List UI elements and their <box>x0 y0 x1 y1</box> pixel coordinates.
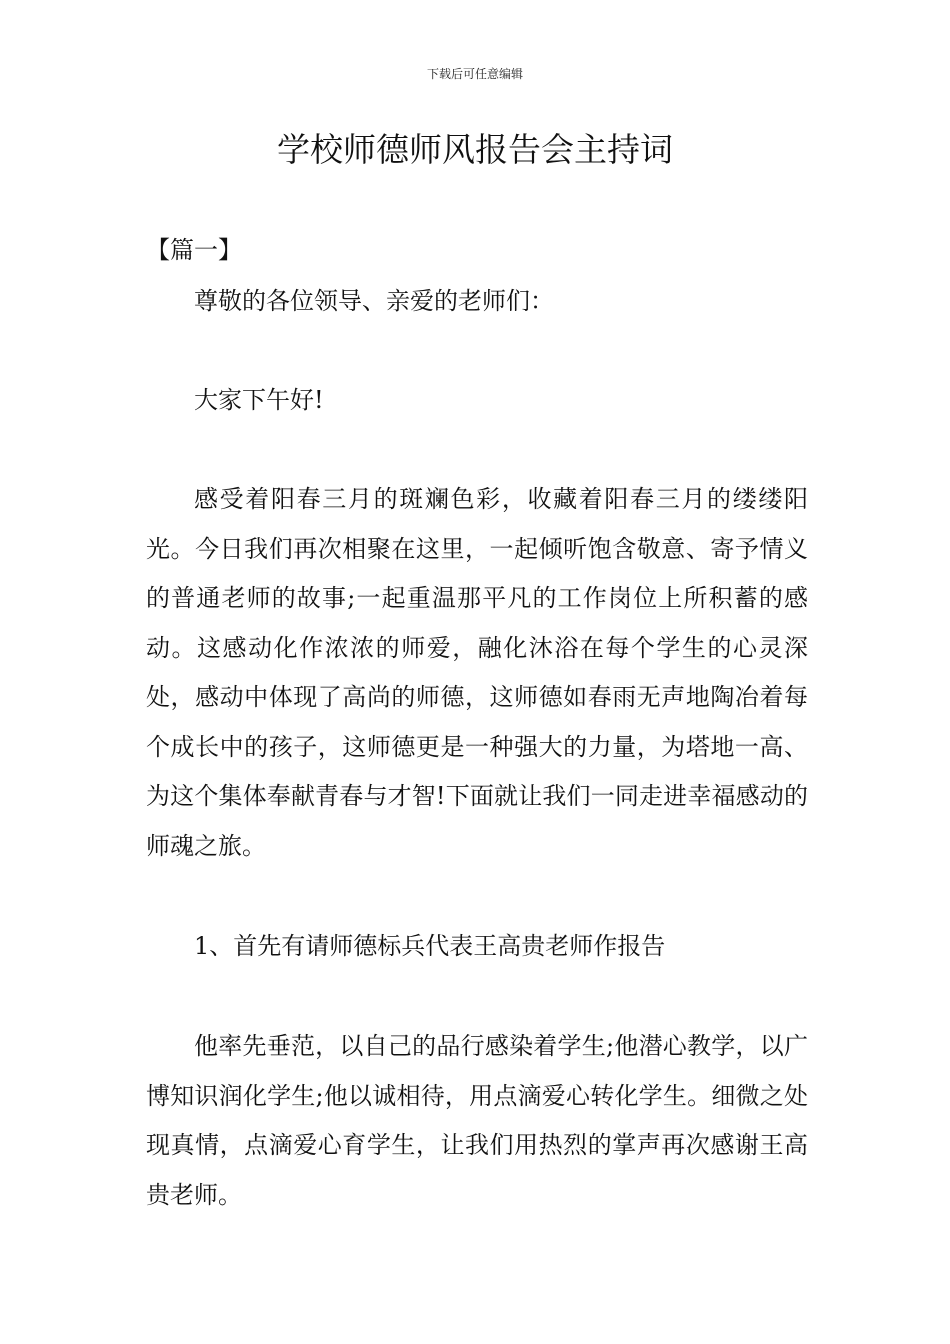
agenda-item-1-description: 他率先垂范，以自己的品行感染着学生;他潜心教学，以广博知识润化学生;他以诚相待，用点滴爱心转化学生。细微之处现真情，点滴爱心育学生，让我们用热烈的掌声再次感谢王高贵老师。 <box>146 1032 808 1209</box>
section-label: 【篇一】 <box>146 236 242 264</box>
header-note: 下载后可任意编辑 <box>426 67 523 81</box>
hello-paragraph: 大家下午好! <box>194 386 324 414</box>
intro-paragraph: 感受着阳春三月的斑斓色彩，收藏着阳春三月的缕缕阳光。今日我们再次相聚在这里，一起倾听饱含敬意、寄予情义的普通老师的故事;一起重温那平凡的工作岗位上所积蓄的感动。这感动化作浓浓的师爱，融化沐浴在每个学生的心灵深处，感动中体现了高尚的师德，这师德如春雨无声地陶冶着每个成长中的孩子，这师德更是一种强大的力量，为塔地一高、为这个集体奉献青春与才智!下面就让我们一同走进幸福感动的师魂之旅。 <box>146 485 808 860</box>
greeting-paragraph: 尊敬的各位领导、亲爱的老师们： <box>194 287 554 315</box>
document-title: 学校师德师风报告会主持词 <box>277 130 673 169</box>
agenda-item-1: 1、首先有请师德标兵代表王高贵老师作报告 <box>194 932 666 960</box>
